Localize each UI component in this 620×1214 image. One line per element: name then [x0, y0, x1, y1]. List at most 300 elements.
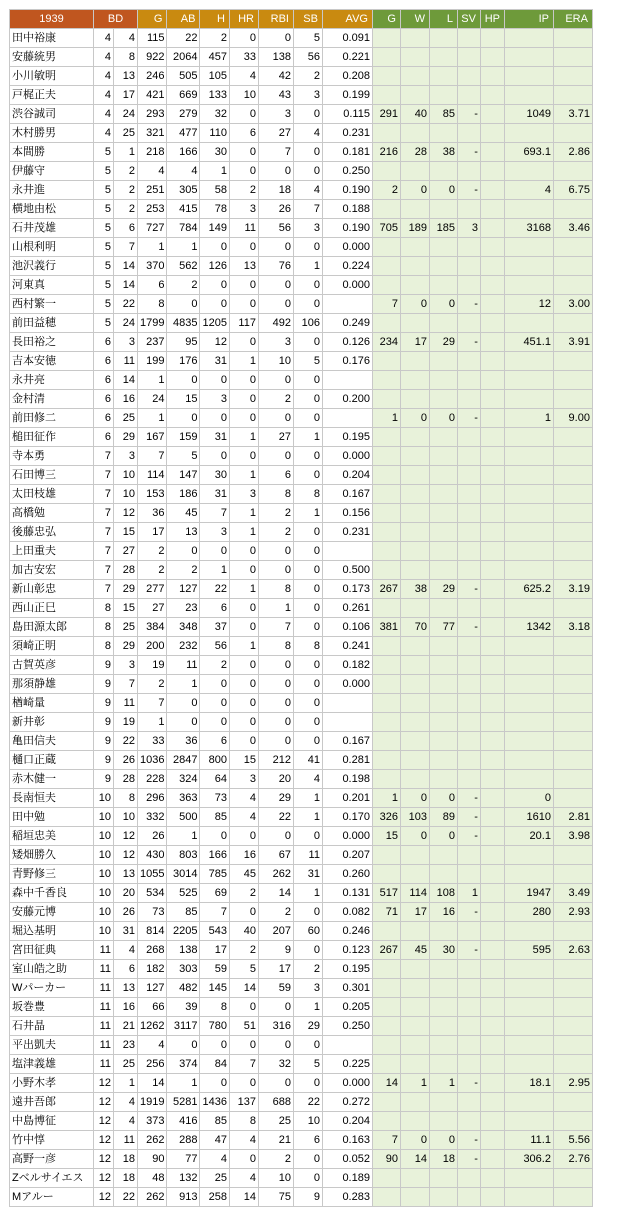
home-runs-cell: 0 [229, 390, 258, 409]
batting-games-cell: 332 [138, 808, 167, 827]
batting-average-cell: 0.301 [322, 979, 372, 998]
wins-cell: 0 [400, 1131, 429, 1150]
birth-month-cell: 12 [94, 1188, 114, 1207]
rbi-cell: 14 [258, 884, 293, 903]
player-name-cell: 須崎正明 [10, 637, 94, 656]
birth-day-cell: 25 [114, 124, 138, 143]
losses-cell [429, 732, 457, 751]
era-cell [553, 371, 592, 390]
rbi-cell: 20 [258, 770, 293, 789]
era-cell [553, 1169, 592, 1188]
home-runs-cell: 0 [229, 371, 258, 390]
pitching-games-cell [372, 599, 400, 618]
era-cell [553, 390, 592, 409]
rbi-cell: 0 [258, 656, 293, 675]
table-row [10, 466, 593, 485]
hits-cell: 1205 [200, 314, 229, 333]
at-bats-cell: 363 [167, 789, 200, 808]
era-cell [553, 48, 592, 67]
holds-cell [480, 884, 504, 903]
innings-pitched-cell [504, 447, 553, 466]
table-row [10, 333, 593, 352]
stolen-bases-cell: 7 [293, 200, 322, 219]
pitching-games-cell [372, 200, 400, 219]
birth-month-cell: 5 [94, 257, 114, 276]
saves-cell [457, 371, 480, 390]
rbi-cell: 27 [258, 428, 293, 447]
hits-cell: 2 [200, 29, 229, 48]
batting-average-cell [322, 713, 372, 732]
home-runs-cell: 2 [229, 884, 258, 903]
birth-day-cell: 27 [114, 542, 138, 561]
stolen-bases-cell: 0 [293, 1074, 322, 1093]
wins-cell [400, 675, 429, 694]
era-cell: 3.71 [553, 105, 592, 124]
player-name-cell: 田中勉 [10, 808, 94, 827]
wins-cell [400, 865, 429, 884]
era-cell [553, 200, 592, 219]
home-runs-cell: 0 [229, 675, 258, 694]
rbi-cell: 262 [258, 865, 293, 884]
batting-average-cell: 0.250 [322, 162, 372, 181]
holds-cell [480, 903, 504, 922]
holds-cell [480, 276, 504, 295]
era-cell [553, 67, 592, 86]
batting-games-cell: 1 [138, 713, 167, 732]
home-runs-cell: 1 [229, 580, 258, 599]
losses-cell [429, 542, 457, 561]
holds-cell [480, 485, 504, 504]
era-cell [553, 865, 592, 884]
birth-month-cell: 5 [94, 314, 114, 333]
hits-cell: 0 [200, 295, 229, 314]
player-name-cell: 塩津義雄 [10, 1055, 94, 1074]
home-runs-cell: 0 [229, 1150, 258, 1169]
hits-cell: 543 [200, 922, 229, 941]
rbi-cell: 0 [258, 827, 293, 846]
pitching-games-cell: 234 [372, 333, 400, 352]
saves-cell: - [457, 1150, 480, 1169]
table-row [10, 219, 593, 238]
birth-month-cell: 5 [94, 295, 114, 314]
stolen-bases-cell: 60 [293, 922, 322, 941]
at-bats-cell: 5281 [167, 1093, 200, 1112]
hits-cell: 3 [200, 523, 229, 542]
stolen-bases-cell: 0 [293, 618, 322, 637]
home-runs-cell: 4 [229, 789, 258, 808]
losses-cell [429, 466, 457, 485]
table-row [10, 789, 593, 808]
wins-cell [400, 1017, 429, 1036]
player-name-cell: Wパーカー [10, 979, 94, 998]
hits-cell: 457 [200, 48, 229, 67]
hits-cell: 785 [200, 865, 229, 884]
at-bats-cell: 482 [167, 979, 200, 998]
saves-cell: - [457, 105, 480, 124]
birth-month-cell: 4 [94, 86, 114, 105]
batting-games-cell: 1919 [138, 1093, 167, 1112]
birth-month-cell: 9 [94, 656, 114, 675]
hits-cell: 7 [200, 903, 229, 922]
birth-day-cell: 13 [114, 67, 138, 86]
losses-cell [429, 523, 457, 542]
saves-cell: 3 [457, 219, 480, 238]
stolen-bases-cell: 0 [293, 295, 322, 314]
pitching-games-cell [372, 523, 400, 542]
stolen-bases-cell: 0 [293, 713, 322, 732]
hits-cell: 105 [200, 67, 229, 86]
birth-day-cell: 10 [114, 808, 138, 827]
birth-month-cell: 10 [94, 922, 114, 941]
player-name-cell: 吉本安徳 [10, 352, 94, 371]
pitching-games-cell [372, 1112, 400, 1131]
losses-cell [429, 770, 457, 789]
batting-games-cell: 127 [138, 979, 167, 998]
stolen-bases-cell: 0 [293, 542, 322, 561]
at-bats-cell: 0 [167, 1036, 200, 1055]
rbi-cell: 316 [258, 1017, 293, 1036]
player-name-cell: 新井彰 [10, 713, 94, 732]
birth-month-cell: 11 [94, 941, 114, 960]
saves-cell: - [457, 827, 480, 846]
player-name-cell: 戸梶正夫 [10, 86, 94, 105]
innings-pitched-cell: 306.2 [504, 1150, 553, 1169]
at-bats-header: AB [167, 10, 200, 29]
rbi-cell: 26 [258, 200, 293, 219]
birth-day-cell: 2 [114, 200, 138, 219]
rbi-cell: 6 [258, 466, 293, 485]
table-row [10, 542, 593, 561]
birth-day-cell: 28 [114, 561, 138, 580]
wins-cell [400, 637, 429, 656]
home-runs-cell: 0 [229, 656, 258, 675]
hits-cell: 0 [200, 694, 229, 713]
home-runs-cell: 4 [229, 808, 258, 827]
pitching-games-cell [372, 29, 400, 48]
wins-cell [400, 428, 429, 447]
rbi-cell: 0 [258, 675, 293, 694]
saves-cell [457, 1188, 480, 1207]
table-row [10, 846, 593, 865]
hits-cell: 64 [200, 770, 229, 789]
stolen-bases-cell: 6 [293, 1131, 322, 1150]
table-row [10, 884, 593, 903]
birth-month-cell: 9 [94, 770, 114, 789]
birth-month-cell: 7 [94, 580, 114, 599]
rbi-cell: 10 [258, 1169, 293, 1188]
table-row [10, 29, 593, 48]
pitching-games-cell [372, 162, 400, 181]
hits-cell: 0 [200, 827, 229, 846]
rbi-cell: 138 [258, 48, 293, 67]
wins-cell: 0 [400, 409, 429, 428]
saves-cell [457, 1017, 480, 1036]
table-row [10, 713, 593, 732]
batting-average-header: AVG [322, 10, 372, 29]
home-runs-cell: 4 [229, 1131, 258, 1150]
table-row [10, 580, 593, 599]
table-row [10, 181, 593, 200]
home-runs-cell: 0 [229, 561, 258, 580]
era-cell [553, 466, 592, 485]
home-runs-cell: 0 [229, 143, 258, 162]
holds-cell [480, 542, 504, 561]
at-bats-cell: 2064 [167, 48, 200, 67]
era-cell [553, 1188, 592, 1207]
innings-pitched-cell [504, 979, 553, 998]
birth-month-cell: 12 [94, 1169, 114, 1188]
saves-cell [457, 732, 480, 751]
home-runs-cell: 3 [229, 485, 258, 504]
holds-cell [480, 998, 504, 1017]
batting-games-cell: 90 [138, 1150, 167, 1169]
player-name-cell: 安藤統男 [10, 48, 94, 67]
batting-games-cell: 814 [138, 922, 167, 941]
birth-day-cell: 12 [114, 846, 138, 865]
birth-day-cell: 10 [114, 485, 138, 504]
batting-average-cell: 0.163 [322, 1131, 372, 1150]
birth-day-cell: 17 [114, 86, 138, 105]
stolen-bases-cell: 1 [293, 884, 322, 903]
home-runs-cell: 0 [229, 694, 258, 713]
table-row [10, 770, 593, 789]
holds-cell [480, 143, 504, 162]
player-name-cell: 室山皓之助 [10, 960, 94, 979]
era-cell [553, 124, 592, 143]
home-runs-cell: 4 [229, 67, 258, 86]
batting-games-cell: 296 [138, 789, 167, 808]
stolen-bases-cell: 2 [293, 960, 322, 979]
innings-pitched-cell [504, 238, 553, 257]
wins-cell: 40 [400, 105, 429, 124]
rbi-cell: 56 [258, 219, 293, 238]
batting-average-cell: 0.000 [322, 447, 372, 466]
at-bats-cell: 803 [167, 846, 200, 865]
wins-cell: 17 [400, 333, 429, 352]
era-header: ERA [553, 10, 592, 29]
losses-cell: 38 [429, 143, 457, 162]
pitching-games-cell [372, 447, 400, 466]
birth-day-cell: 3 [114, 656, 138, 675]
batting-average-cell: 0.000 [322, 675, 372, 694]
holds-cell [480, 67, 504, 86]
birth-month-cell: 9 [94, 713, 114, 732]
wins-cell [400, 998, 429, 1017]
saves-cell [457, 200, 480, 219]
at-bats-cell: 477 [167, 124, 200, 143]
batting-average-cell: 0.500 [322, 561, 372, 580]
stolen-bases-cell: 0 [293, 599, 322, 618]
wins-cell [400, 1188, 429, 1207]
home-runs-cell: 0 [229, 827, 258, 846]
holds-cell [480, 162, 504, 181]
batting-average-cell: 0.189 [322, 1169, 372, 1188]
hits-cell: 780 [200, 1017, 229, 1036]
batting-games-cell: 256 [138, 1055, 167, 1074]
era-cell [553, 561, 592, 580]
batting-games-cell: 66 [138, 998, 167, 1017]
birth-day-cell: 18 [114, 1150, 138, 1169]
innings-pitched-cell [504, 865, 553, 884]
innings-pitched-cell: 18.1 [504, 1074, 553, 1093]
losses-cell [429, 675, 457, 694]
saves-cell [457, 485, 480, 504]
losses-cell [429, 371, 457, 390]
batting-games-cell: 4 [138, 162, 167, 181]
saves-cell: - [457, 1131, 480, 1150]
birth-day-cell: 22 [114, 1188, 138, 1207]
table-row [10, 751, 593, 770]
wins-cell [400, 200, 429, 219]
player-name-cell: 西村繁一 [10, 295, 94, 314]
player-name-cell: 山根利明 [10, 238, 94, 257]
table-row [10, 922, 593, 941]
era-cell: 3.98 [553, 827, 592, 846]
losses-cell: 89 [429, 808, 457, 827]
pitching-games-cell [372, 846, 400, 865]
hits-cell: 1 [200, 162, 229, 181]
birth-month-cell: 10 [94, 827, 114, 846]
era-cell [553, 162, 592, 181]
at-bats-cell: 1 [167, 827, 200, 846]
birth-month-cell: 12 [94, 1074, 114, 1093]
wins-cell [400, 314, 429, 333]
birth-month-cell: 9 [94, 675, 114, 694]
player-name-cell: 池沢義行 [10, 257, 94, 276]
batting-average-cell: 0.201 [322, 789, 372, 808]
stolen-bases-cell: 41 [293, 751, 322, 770]
holds-header: HP [480, 10, 504, 29]
wins-cell [400, 694, 429, 713]
innings-pitched-cell [504, 998, 553, 1017]
wins-cell: 0 [400, 789, 429, 808]
home-runs-cell: 0 [229, 903, 258, 922]
batting-average-cell: 0.250 [322, 1017, 372, 1036]
holds-cell [480, 941, 504, 960]
innings-pitched-cell [504, 732, 553, 751]
birth-month-cell: 5 [94, 162, 114, 181]
wins-cell [400, 713, 429, 732]
at-bats-cell: 288 [167, 1131, 200, 1150]
stolen-bases-cell: 1 [293, 998, 322, 1017]
batting-average-cell: 0.123 [322, 941, 372, 960]
stolen-bases-cell: 0 [293, 694, 322, 713]
at-bats-cell: 147 [167, 466, 200, 485]
hits-cell: 3 [200, 390, 229, 409]
at-bats-cell: 132 [167, 1169, 200, 1188]
holds-cell [480, 371, 504, 390]
birth-month-cell: 4 [94, 124, 114, 143]
saves-cell: 1 [457, 884, 480, 903]
batting-average-cell: 0.225 [322, 1055, 372, 1074]
hits-cell: 31 [200, 352, 229, 371]
birth-day-cell: 3 [114, 333, 138, 352]
batting-games-cell: 199 [138, 352, 167, 371]
birth-day-cell: 2 [114, 162, 138, 181]
holds-cell [480, 979, 504, 998]
birth-month-cell: 10 [94, 884, 114, 903]
stolen-bases-cell: 0 [293, 941, 322, 960]
pitching-games-cell [372, 485, 400, 504]
innings-pitched-cell [504, 599, 553, 618]
player-name-cell: 石井晶 [10, 1017, 94, 1036]
at-bats-cell: 348 [167, 618, 200, 637]
birth-month-cell: 9 [94, 694, 114, 713]
rbi-cell: 17 [258, 960, 293, 979]
batting-games-cell: 24 [138, 390, 167, 409]
birth-month-cell: 4 [94, 48, 114, 67]
saves-cell [457, 428, 480, 447]
wins-cell: 28 [400, 143, 429, 162]
at-bats-cell: 1 [167, 675, 200, 694]
batting-games-header: G [138, 10, 167, 29]
player-name-cell: 稲垣忠美 [10, 827, 94, 846]
rbi-cell: 2 [258, 903, 293, 922]
losses-cell [429, 694, 457, 713]
birth-month-cell: 10 [94, 903, 114, 922]
batting-games-cell: 237 [138, 333, 167, 352]
birth-day-cell: 31 [114, 922, 138, 941]
at-bats-cell: 3014 [167, 865, 200, 884]
player-name-cell: 石井茂雄 [10, 219, 94, 238]
rbi-cell: 29 [258, 789, 293, 808]
wins-cell [400, 1112, 429, 1131]
wins-cell [400, 257, 429, 276]
era-cell: 2.81 [553, 808, 592, 827]
holds-cell [480, 846, 504, 865]
player-name-cell: 木村勝男 [10, 124, 94, 143]
birth-day-cell: 16 [114, 390, 138, 409]
batting-games-cell: 1036 [138, 751, 167, 770]
table-row [10, 314, 593, 333]
era-cell [553, 656, 592, 675]
hits-cell: 1 [200, 561, 229, 580]
stolen-bases-cell: 3 [293, 86, 322, 105]
saves-cell: - [457, 181, 480, 200]
batting-average-cell: 0.199 [322, 86, 372, 105]
saves-cell: - [457, 580, 480, 599]
losses-cell: 185 [429, 219, 457, 238]
batting-games-cell: 182 [138, 960, 167, 979]
birth-day-cell: 21 [114, 1017, 138, 1036]
at-bats-cell: 4 [167, 162, 200, 181]
pitching-games-cell [372, 675, 400, 694]
birth-month-cell: 5 [94, 143, 114, 162]
stolen-bases-cell: 0 [293, 333, 322, 352]
losses-cell: 0 [429, 789, 457, 808]
innings-pitched-cell [504, 542, 553, 561]
home-runs-cell: 2 [229, 181, 258, 200]
player-name-cell: 高橋勉 [10, 504, 94, 523]
holds-cell [480, 865, 504, 884]
batting-games-cell: 384 [138, 618, 167, 637]
batting-games-cell: 373 [138, 1112, 167, 1131]
innings-pitched-cell [504, 1112, 553, 1131]
wins-cell [400, 504, 429, 523]
birth-day-cell: 6 [114, 219, 138, 238]
losses-cell [429, 485, 457, 504]
birth-month-cell: 12 [94, 1093, 114, 1112]
table-row [10, 808, 593, 827]
hits-cell: 56 [200, 637, 229, 656]
player-name-cell: Mアルー [10, 1188, 94, 1207]
pitching-games-cell: 7 [372, 1131, 400, 1150]
birth-day-cell: 11 [114, 1131, 138, 1150]
table-row [10, 1017, 593, 1036]
holds-cell [480, 466, 504, 485]
batting-average-cell: 0.241 [322, 637, 372, 656]
batting-average-cell: 0.246 [322, 922, 372, 941]
